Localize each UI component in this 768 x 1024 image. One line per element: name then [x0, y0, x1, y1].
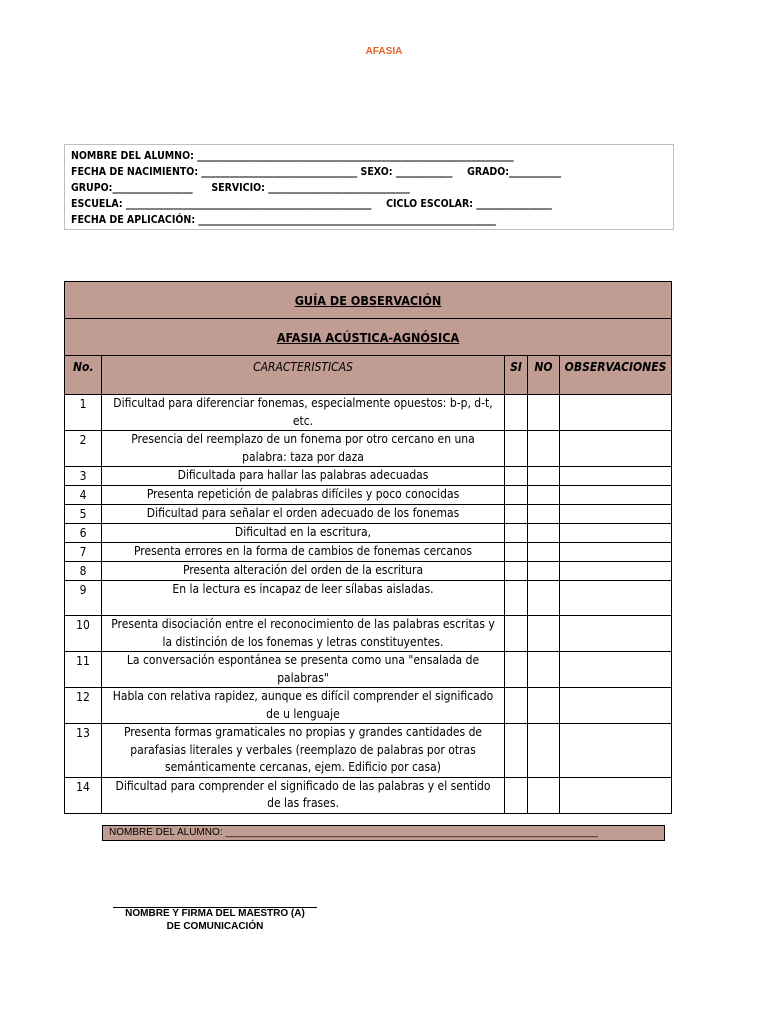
- row-number: 9: [65, 581, 102, 616]
- row-number: 1: [65, 395, 102, 431]
- header-characteristics: CARACTERISTICAS: [102, 356, 505, 395]
- observations-cell[interactable]: [560, 652, 672, 688]
- row-number: 8: [65, 562, 102, 581]
- no-checkbox-cell[interactable]: [528, 486, 560, 505]
- observations-cell[interactable]: [560, 395, 672, 431]
- table-row: [65, 581, 672, 616]
- yes-checkbox-cell[interactable]: [505, 581, 528, 616]
- yes-checkbox-cell[interactable]: [505, 616, 528, 652]
- row-number: 11: [65, 652, 102, 688]
- footer-student-name-bar: [102, 825, 665, 841]
- row-number: 10: [65, 616, 102, 652]
- sex-field[interactable]: ____________: [395, 166, 453, 178]
- table-row: [65, 486, 672, 505]
- observations-cell[interactable]: [560, 777, 672, 813]
- birth-date-field[interactable]: _________________________________: [201, 166, 358, 178]
- row-characteristic: Habla con relativa rapidez, aunque es difícil comprender el significado de u lenguaje: [102, 688, 505, 724]
- table-header-row: [65, 356, 672, 395]
- no-checkbox-cell[interactable]: [528, 395, 560, 431]
- footer-student-name-label: NOMBRE DEL ALUMNO:: [109, 827, 223, 838]
- group-field[interactable]: _________________: [112, 182, 193, 194]
- application-date-field[interactable]: _______________________________________________________________: [198, 214, 496, 226]
- row-characteristic: Dificultada para hallar las palabras adecuadas: [102, 467, 505, 486]
- observation-table: [64, 281, 672, 814]
- observations-cell[interactable]: [560, 486, 672, 505]
- observations-cell[interactable]: [560, 724, 672, 778]
- table-row: [65, 467, 672, 486]
- observations-cell[interactable]: [560, 543, 672, 562]
- yes-checkbox-cell[interactable]: [505, 724, 528, 778]
- row-characteristic: Dificultad para comprender el significado de las palabras y el sentido de las frases.: [102, 777, 505, 813]
- school-cycle-label: CICLO ESCOLAR:: [386, 198, 474, 210]
- row-characteristic: La conversación espontánea se presenta como una "ensalada de palabras": [102, 652, 505, 688]
- table-title: GUÍA DE OBSERVACIÓN: [294, 292, 442, 308]
- no-checkbox-cell[interactable]: [528, 467, 560, 486]
- observations-cell[interactable]: [560, 524, 672, 543]
- student-name-line: [71, 148, 673, 164]
- school-cycle-field[interactable]: ________________: [476, 198, 552, 210]
- signature-label-line-1: NOMBRE Y FIRMA DEL MAESTRO (A): [125, 908, 305, 919]
- observations-cell[interactable]: [560, 505, 672, 524]
- yes-checkbox-cell[interactable]: [505, 543, 528, 562]
- school-field[interactable]: ____________________________________________________: [125, 198, 372, 210]
- application-date-label: FECHA DE APLICACIÓN:: [71, 214, 196, 226]
- application-date-line: [71, 212, 673, 228]
- service-field[interactable]: ______________________________: [268, 182, 410, 194]
- observations-cell[interactable]: [560, 467, 672, 486]
- row-number: 13: [65, 724, 102, 778]
- table-row: [65, 652, 672, 688]
- observations-cell[interactable]: [560, 581, 672, 616]
- row-characteristic: Presenta alteración del orden de la escritura: [102, 562, 505, 581]
- teacher-signature-label: [113, 907, 317, 933]
- table-row: [65, 431, 672, 467]
- row-number: 4: [65, 486, 102, 505]
- table-title-row: [65, 282, 672, 319]
- grade-label: GRADO:: [467, 166, 510, 178]
- row-characteristic: Presenta repetición de palabras difíciles y poco conocidas: [102, 486, 505, 505]
- no-checkbox-cell[interactable]: [528, 524, 560, 543]
- birth-date-label: FECHA DE NACIMIENTO:: [71, 166, 199, 178]
- table-row: [65, 616, 672, 652]
- school-cycle-line: [71, 196, 673, 212]
- table-subtitle-row: [65, 319, 672, 356]
- table-row: [65, 505, 672, 524]
- observations-cell[interactable]: [560, 431, 672, 467]
- table-row: [65, 562, 672, 581]
- no-checkbox-cell[interactable]: [528, 652, 560, 688]
- row-number: 12: [65, 688, 102, 724]
- row-characteristic: Dificultad en la escritura,: [102, 524, 505, 543]
- group-label: GRUPO:: [71, 182, 113, 194]
- yes-checkbox-cell[interactable]: [505, 467, 528, 486]
- row-number: 7: [65, 543, 102, 562]
- no-checkbox-cell[interactable]: [528, 505, 560, 524]
- row-characteristic: Presencia del reemplazo de un fonema por otro cercano en una palabra: taza por daza: [102, 431, 505, 467]
- header-number: No.: [65, 356, 102, 395]
- no-checkbox-cell[interactable]: [528, 616, 560, 652]
- no-checkbox-cell[interactable]: [528, 777, 560, 813]
- signature-label-line-2: DE COMUNICACIÓN: [166, 921, 264, 932]
- no-checkbox-cell[interactable]: [528, 543, 560, 562]
- header-yes: SI: [505, 356, 528, 395]
- table-row: [65, 724, 672, 778]
- row-characteristic: Presenta disociación entre el reconocimiento de las palabras escritas y la distinción de los fonemas y letras constituyentes.: [102, 616, 505, 652]
- table-row: [65, 543, 672, 562]
- yes-checkbox-cell[interactable]: [505, 524, 528, 543]
- table-body: [65, 395, 672, 814]
- birth-sex-grade-line: [71, 164, 673, 180]
- student-name-label: NOMBRE DEL ALUMNO:: [71, 150, 194, 162]
- no-checkbox-cell[interactable]: [528, 581, 560, 616]
- row-characteristic: Presenta formas gramaticales no propias y grandes cantidades de parafasias literales y verbales (reemplazo de palabras por otras semánticamente cercanas, ejem. Edificio por casa): [102, 724, 505, 778]
- header-observations: OBSERVACIONES: [560, 356, 672, 395]
- document-title: AFASIA: [365, 46, 403, 57]
- student-info-box: [64, 144, 674, 230]
- yes-checkbox-cell[interactable]: [505, 688, 528, 724]
- row-number: 6: [65, 524, 102, 543]
- yes-checkbox-cell[interactable]: [505, 505, 528, 524]
- row-characteristic: Dificultad para diferenciar fonemas, especialmente opuestos: b-p, d-t, etc.: [102, 395, 505, 431]
- observations-cell[interactable]: [560, 688, 672, 724]
- observations-cell[interactable]: [560, 616, 672, 652]
- table-subtitle: AFASIA ACÚSTICA-AGNÓSICA: [276, 329, 460, 345]
- yes-checkbox-cell[interactable]: [505, 486, 528, 505]
- table-row: [65, 777, 672, 813]
- row-characteristic: Dificultad para señalar el orden adecuado de los fonemas: [102, 505, 505, 524]
- footer-student-name-field[interactable]: ___________________________________________________________________: [225, 827, 598, 838]
- student-name-field[interactable]: ___________________________________________________________________: [197, 150, 514, 162]
- table-row: [65, 395, 672, 431]
- yes-checkbox-cell[interactable]: [505, 395, 528, 431]
- row-number: 2: [65, 431, 102, 467]
- yes-checkbox-cell[interactable]: [505, 777, 528, 813]
- yes-checkbox-cell[interactable]: [505, 652, 528, 688]
- row-characteristic: En la lectura es incapaz de leer sílabas aisladas.: [102, 581, 505, 616]
- row-number: 5: [65, 505, 102, 524]
- group-service-line: [71, 180, 673, 196]
- no-checkbox-cell[interactable]: [528, 724, 560, 778]
- row-number: 14: [65, 777, 102, 813]
- sex-label: SEXO:: [360, 166, 393, 178]
- yes-checkbox-cell[interactable]: [505, 562, 528, 581]
- observations-cell[interactable]: [560, 562, 672, 581]
- table-row: [65, 524, 672, 543]
- table-row: [65, 688, 672, 724]
- row-number: 3: [65, 467, 102, 486]
- no-checkbox-cell[interactable]: [528, 688, 560, 724]
- yes-checkbox-cell[interactable]: [505, 431, 528, 467]
- no-checkbox-cell[interactable]: [528, 431, 560, 467]
- service-label: SERVICIO:: [211, 182, 265, 194]
- no-checkbox-cell[interactable]: [528, 562, 560, 581]
- school-label: ESCUELA:: [71, 198, 123, 210]
- grade-field[interactable]: ___________: [509, 166, 562, 178]
- row-characteristic: Presenta errores en la forma de cambios de fonemas cercanos: [102, 543, 505, 562]
- header-no: NO: [528, 356, 560, 395]
